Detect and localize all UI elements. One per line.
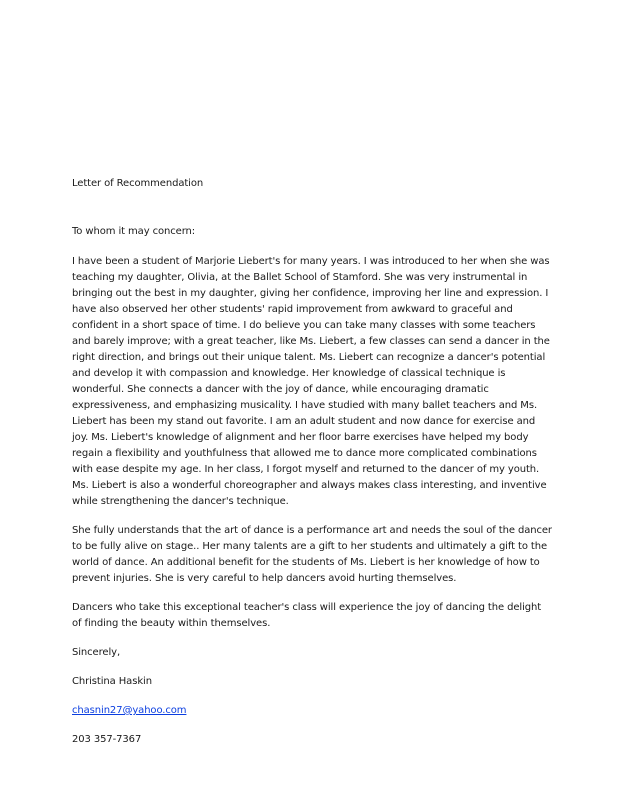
email-line <box>72 703 552 719</box>
letter-body <box>72 176 552 748</box>
paragraph-1: I have been a student of Marjorie Liebert's for many years. I was introduced to her when she was teaching my daughter, Olivia, at the Ballet School of Stamford. She was very instrumental in bringing out the best in my daughter, giving her confidence, improving her line and expression. I have also observed her other students' rapid improvement from awkward to graceful and confident in a short space of time. I do believe you can take many classes with some teachers and barely improve; with a great teacher, like Ms. Liebert, a few classes can send a dancer in the right direction, and brings out their unique talent. Ms. Liebert can recognize a dancer's potential and develop it with compassion and knowledge. Her knowledge of classical technique is wonderful. She connects a dancer with the joy of dance, while encouraging dramatic expressiveness, and emphasizing musicality. I have studied with many ballet teachers and Ms. Liebert has been my stand out favorite. I am an adult student and now dance for exercise and joy. Ms. Liebert's knowledge of alignment and her floor barre exercises have helped my body regain a flexibility and youthfulness that allowed me to dance more complicated combinations with ease despite my age. In her class, I forgot myself and returned to the dancer of my youth. Ms. Liebert is also a wonderful choreographer and always makes class interesting, and inventive while strengthening the dancer's technique. <box>72 256 550 507</box>
phone-number: 203 357-7367 <box>72 734 142 745</box>
salutation: To whom it may concern: <box>72 226 196 237</box>
paragraph-3: Dancers who take this exceptional teacher's class will experience the joy of dancing the delight of finding the beauty within themselves. <box>72 602 542 629</box>
email-link[interactable]: chasnin27@yahoo.com <box>72 705 187 716</box>
signer-name: Christina Haskin <box>72 676 152 687</box>
closing: Sincerely, <box>72 647 121 658</box>
paragraph-2: She fully understands that the art of dance is a performance art and needs the soul of the dancer to be fully alive on stage.. Her many talents are a gift to her students and ultimately a gift to the world of dance. An additional benefit for the students of Ms. Liebert is her knowledge of how to prevent injuries. She is very careful to help dancers avoid hurting themselves. <box>72 525 552 584</box>
letter-heading: Letter of Recommendation <box>72 178 204 189</box>
